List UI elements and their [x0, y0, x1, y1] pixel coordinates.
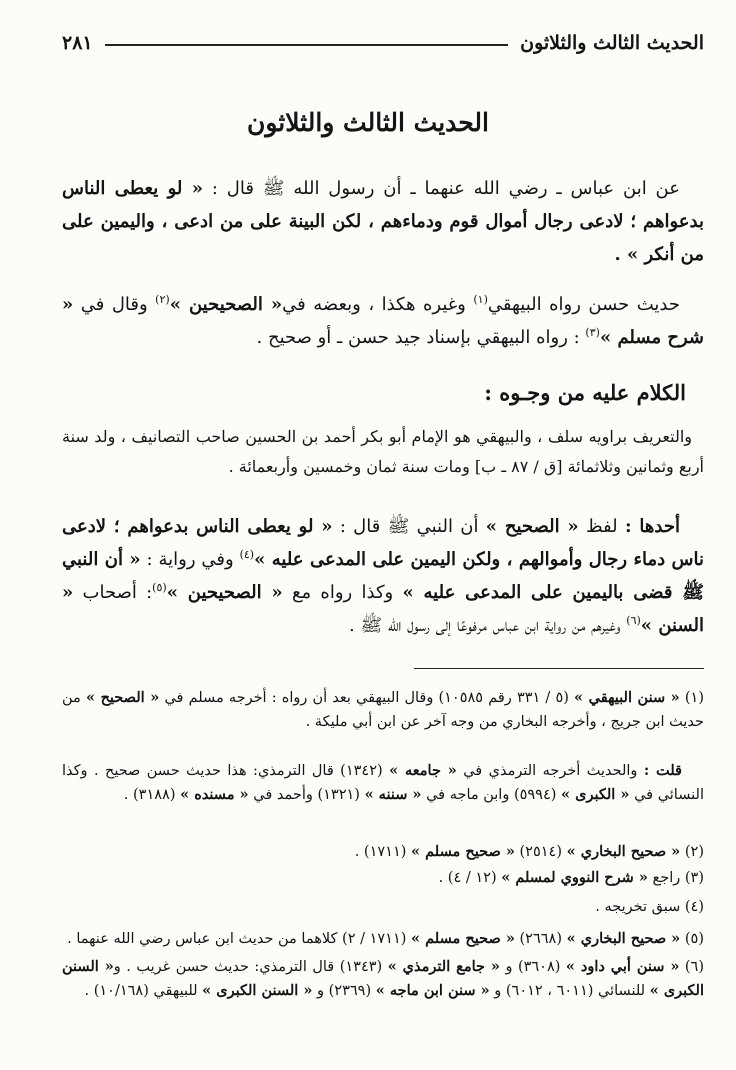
book-ref-sahihayn: « الصحيحين »: [169, 294, 283, 315]
fn-text: (٣١٨٨) .: [123, 787, 176, 803]
footnote-number: (١): [684, 690, 704, 706]
fn-text: (١٣٤٣) قال الترمذي: حديث حسن غريب . و: [113, 959, 383, 975]
fn-book-ref: « صحيح البخاري »: [566, 843, 681, 860]
hadith-paragraph: [62, 172, 704, 271]
fn-text: للبيهقي (١٠/١٦٨) .: [84, 983, 198, 999]
footnote-number: (٢): [684, 844, 704, 860]
grading-text-3: وقال في: [80, 294, 148, 315]
book-ref-sunan: « السنن »: [62, 582, 704, 636]
footnote-3: [62, 866, 704, 890]
fn-text: (١٣٤٢) قال الترمذي: هذا حديث حسن صحيح . وكذا النسائي في: [62, 763, 704, 803]
footnote-number: (٥): [684, 931, 704, 947]
hadith-quote-1: « لو يعطى الناس بدعواهم ؛ لادعى ناس دماء رجال وأموالهم ، ولكن اليمين على المدعى عليه »: [62, 516, 704, 570]
point-text-4: وكذا رواه مع: [291, 582, 394, 603]
fn-qult: قلت :: [643, 762, 682, 779]
fn-book-ref: « سنن البيهقي »: [574, 689, 680, 706]
point-text-2: أن النبي ﷺ قال :: [339, 516, 479, 537]
fn-text: (٢٣٦٩) و: [317, 983, 372, 999]
header-rule: [105, 44, 508, 46]
running-title: الحديث الثالث والثلاثون: [520, 32, 704, 54]
point-text-5: : أصحاب: [82, 582, 153, 603]
book-ref-sahih: « الصحيح »: [485, 516, 579, 537]
fn-text: (٢٥١٤): [519, 844, 562, 860]
footnote-ref-4[interactable]: (٤): [239, 548, 255, 561]
point-text-1: لفظ: [585, 516, 618, 537]
fn-text: (٣٦٠٨) و: [505, 959, 561, 975]
book-ref-sharh-muslim: « شرح مسلم »: [62, 294, 704, 348]
fn-text: (٥ / ٣٣١ رقم ١٠٥٨٥) وقال البيهقي بعد أن رواه : أخرجه مسلم في: [164, 690, 569, 706]
footnote-6: [62, 955, 704, 1003]
fn-book-ref: « سنن ابن ماجه »: [375, 982, 490, 999]
footnote-number: (٣): [684, 870, 704, 886]
footnote-2: [62, 840, 704, 864]
fn-book-ref: « الكبرى »: [561, 786, 630, 803]
fn-book-ref: « صحيح البخاري »: [566, 930, 681, 947]
running-header: [62, 28, 704, 58]
fn-book-ref: « صحيح مسلم »: [411, 930, 515, 947]
first-point-paragraph: [62, 510, 704, 642]
point-text-6: وغيرهم من رواية ابن عباس مرفوعًا إلى رسول الله ﷺ .: [349, 615, 621, 636]
fn-text: من حديث ابن جريج ، وأخرجه البخاري من وجه آخر عن ابن أبي مليكة .: [62, 690, 704, 730]
grading-text-4: : رواه البيهقي بإسناد جيد حسن ـ أو صحيح .: [256, 327, 580, 348]
fn-text: (٢٦٦٨): [519, 931, 562, 947]
fn-book-ref: « شرح النووي لمسلم »: [501, 869, 648, 886]
fn-book-ref: « السنن الكبرى »: [202, 982, 313, 999]
fn-text: (١٢ / ٤) .: [438, 870, 497, 886]
hadith-intro: عن ابن عباس ـ رضي الله عنهما ـ أن رسول الله ﷺ قال :: [211, 178, 680, 199]
page-number: ٢٨١: [62, 32, 93, 54]
footnote-number: (٤): [684, 899, 704, 915]
fn-book-ref: « سنن أبي داود »: [565, 958, 680, 975]
footnote-1-comment: [62, 759, 704, 807]
grading-text-2: وغيره هكذا ، وبعضه في: [282, 294, 466, 315]
fn-text: (١٣٢١) وأحمد في: [253, 787, 360, 803]
chapter-title: الحديث الثالث والثلاثون: [247, 108, 489, 137]
footnote-ref-2[interactable]: (٢): [155, 293, 170, 306]
footnote-ref-5[interactable]: (٥): [152, 581, 167, 594]
fn-text: راجع: [652, 870, 681, 886]
section-heading: الكلام عليه من وجـوه :: [484, 380, 686, 405]
fn-book-ref: « جامعه »: [389, 762, 457, 779]
footnote-ref-1[interactable]: (١): [473, 293, 488, 306]
footnote-ref-3[interactable]: (٣): [585, 326, 600, 339]
footnote-4: [62, 895, 704, 919]
footnote-1: [62, 686, 704, 734]
fn-book-ref: « مسنده »: [180, 786, 249, 803]
point-text-3: وفي رواية :: [146, 549, 234, 570]
fn-book-ref: « جامع الترمذي »: [387, 958, 500, 975]
footnote-separator: [414, 668, 704, 669]
fn-book-ref: « صحيح مسلم »: [411, 843, 515, 860]
hadith-text: « لو يعطى الناس بدعواهم ؛ لادعى رجال أموال قوم ودماءهم ، لكن البينة على من ادعى ، واليمين على من أنكر » .: [62, 178, 704, 265]
point-label: أحدها :: [624, 516, 680, 537]
fn-book-ref: « سننه »: [364, 786, 422, 803]
fn-text: (١٧١١ / ٢) كلاهما من حديث ابن عباس رضي الله عنهما .: [67, 931, 407, 947]
fn-book-ref: « السنن الكبرى »: [62, 958, 704, 999]
footnote-ref-6[interactable]: (٦): [626, 614, 641, 627]
biography-paragraph: والتعريف براويه سلف ، والبيهقي هو الإمام أبو بكر أحمد بن الحسين صاحب التصانيف ، ولد سنة أربع وثمانين وثلاثمائة [ق / ٨٧ ـ ب] ومات سنة ثمان وخمسين وأربعمائة .: [62, 427, 704, 476]
grading-paragraph: [62, 288, 704, 354]
fn-text: (٥٩٩٤) وابن ماجه في: [426, 787, 557, 803]
fn-text: للنسائي (٦٠١١ ، ٦٠١٢) و: [494, 983, 646, 999]
fn-book-ref: « الصحيح »: [85, 689, 160, 706]
footnote-5: [62, 927, 704, 951]
footnote-number: (٦): [684, 959, 705, 975]
fn-text: (١٧١١) .: [354, 844, 407, 860]
book-ref-sahihayn-2: « الصحيحين »: [166, 582, 283, 603]
fn-text: سبق تخريجه .: [595, 899, 681, 915]
hadith-quote-2: « أن النبي ﷺ قضى باليمين على المدعى عليه »: [62, 549, 704, 603]
grading-text-1: حديث حسن رواه البيهقي: [487, 294, 680, 315]
fn-text: والحديث أخرجه الترمذي في: [463, 763, 638, 779]
